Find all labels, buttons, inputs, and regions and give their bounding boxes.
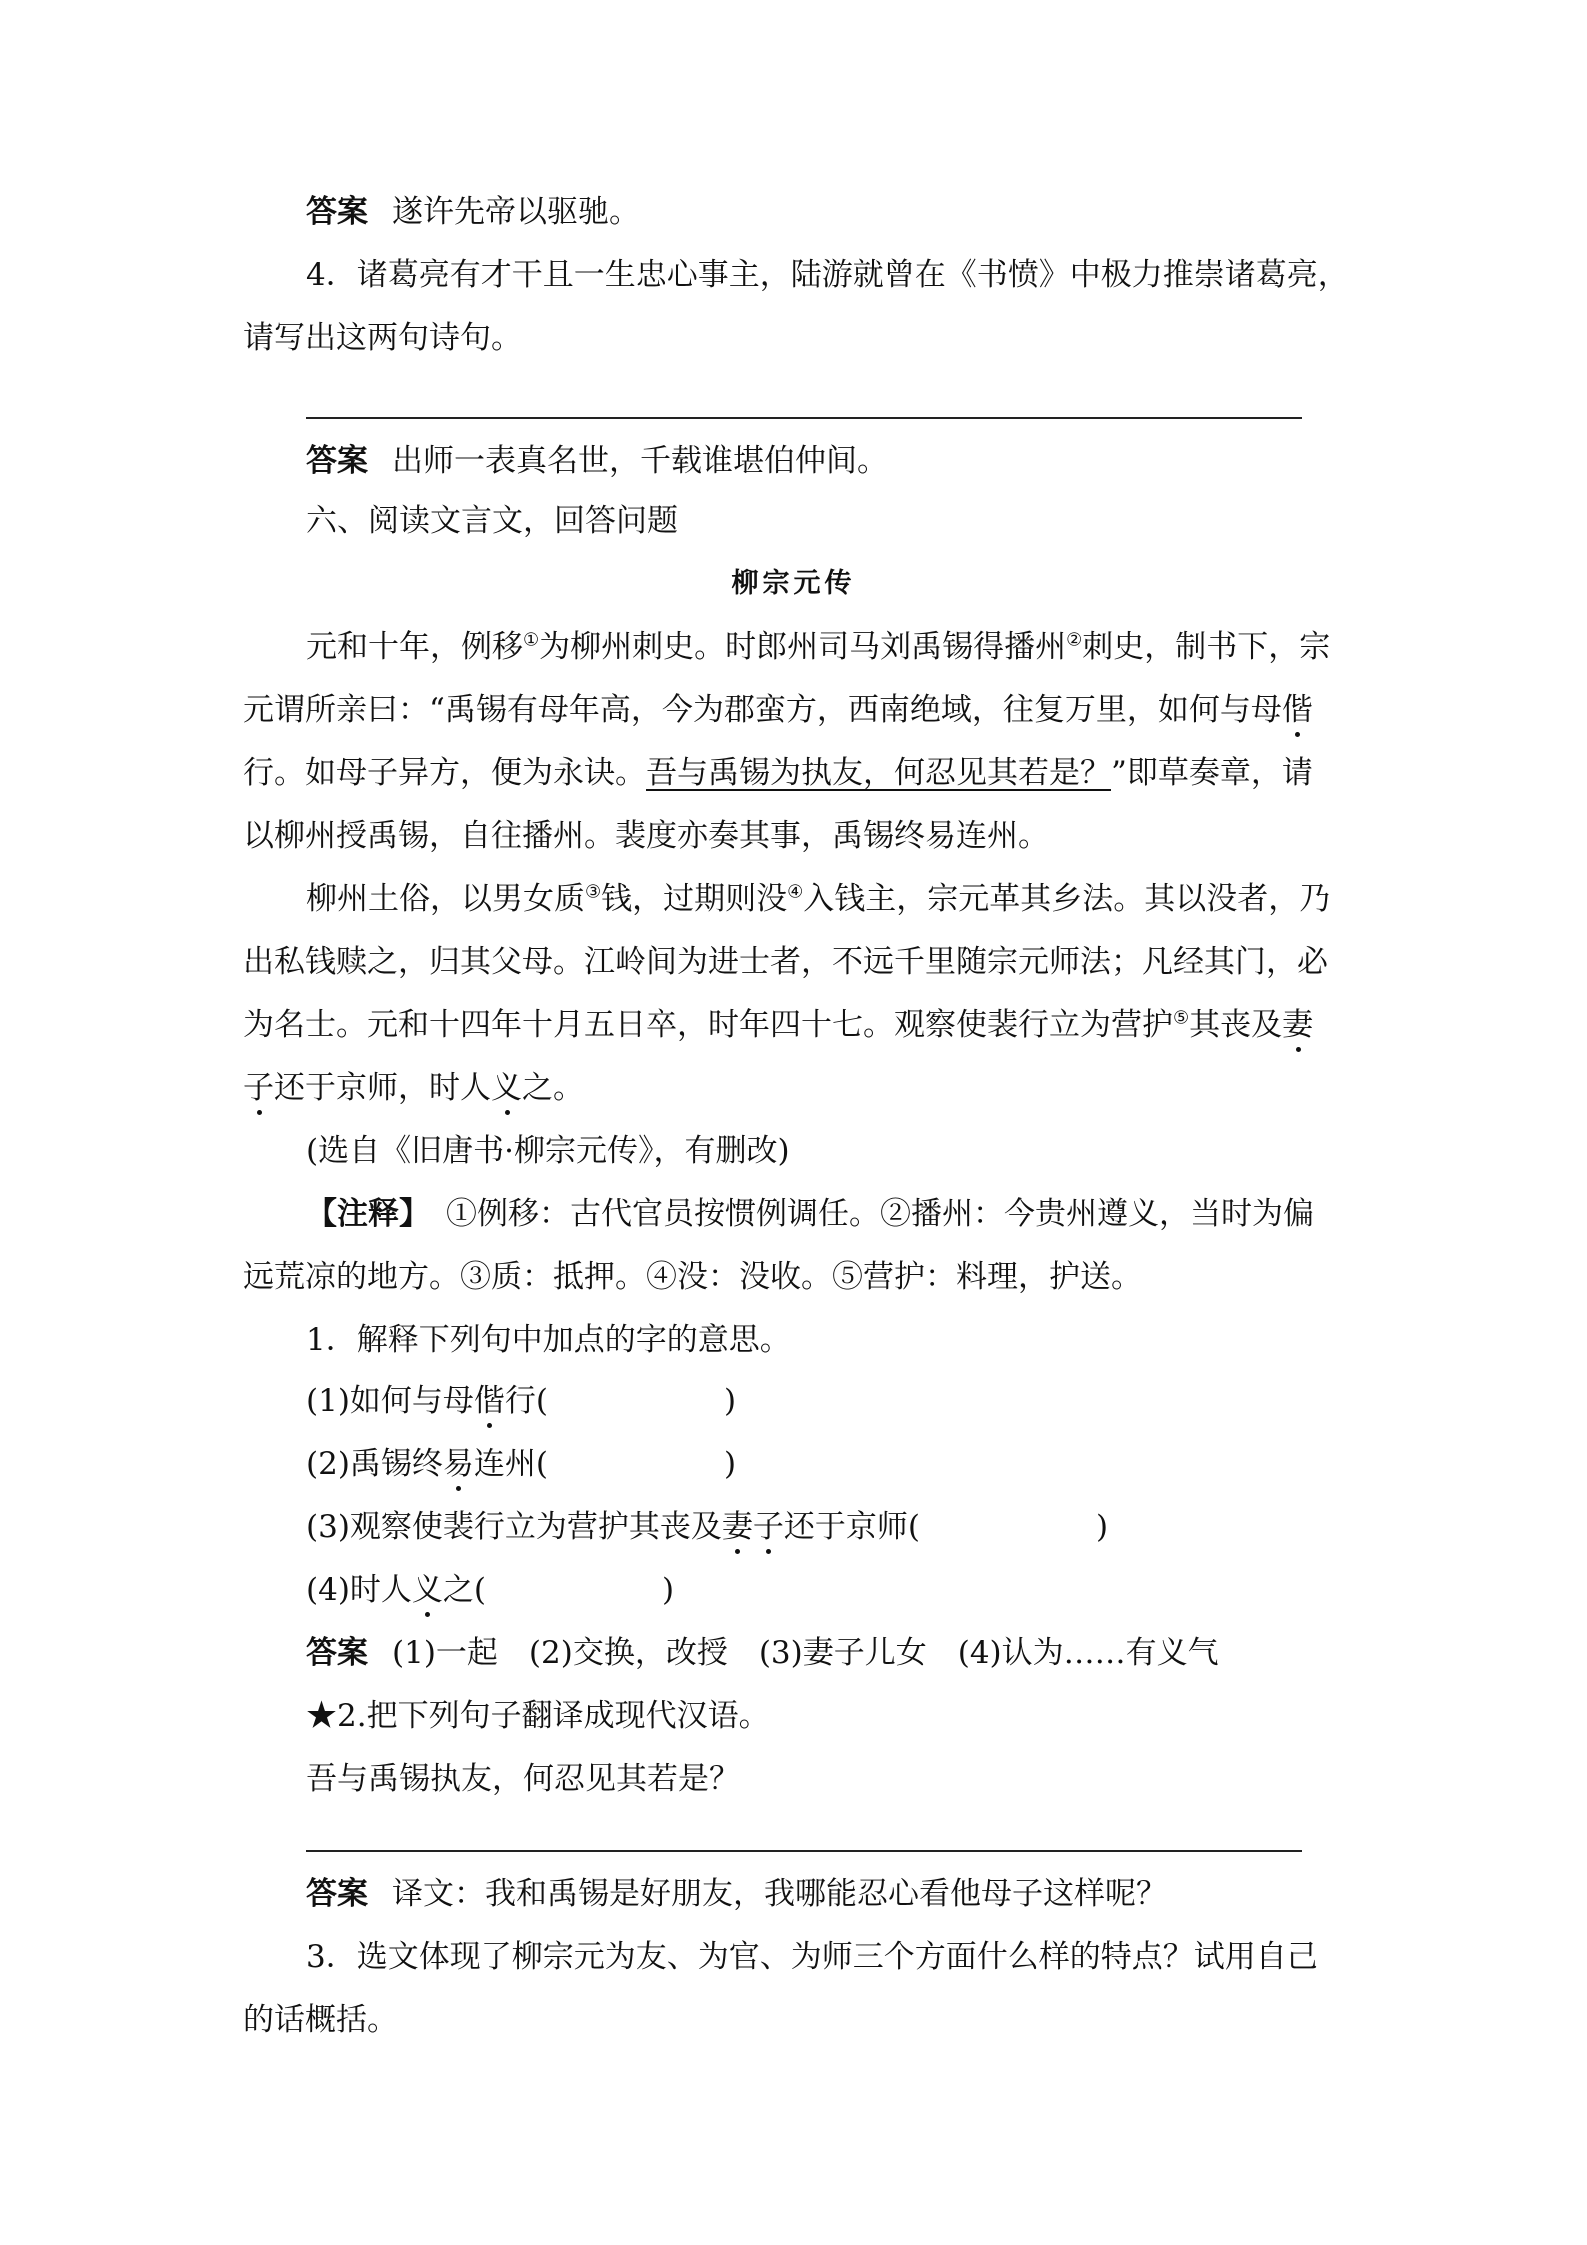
question-2-sentence: 吾与禹锡执友，何忍见其若是？ — [306, 1761, 740, 1797]
text: 行( — [504, 1383, 549, 1419]
note-ref: ③ — [585, 881, 602, 903]
text: 连州( — [473, 1446, 549, 1482]
answer-text: 出师一表真名世，千载谁堪伯仲间。 — [392, 443, 888, 479]
passage-p1-line-2 — [243, 690, 1358, 730]
question-1-item-1 — [306, 1381, 1358, 1421]
text: 为名士。元和十四年十月五日卒，时年四十七。观察使裴行立为营护 — [243, 1007, 1173, 1043]
text: ) — [724, 1383, 737, 1419]
question-1-item-3 — [306, 1507, 1358, 1547]
answer-label: 答案 — [306, 443, 368, 479]
answer-2 — [306, 1874, 1358, 1914]
note-ref: ① — [523, 629, 540, 651]
question-1-stem: 1．解释下列句中加点的字的意思。 — [306, 1322, 791, 1358]
answer-blank-line — [306, 1850, 1302, 1852]
text: ) — [1096, 1509, 1109, 1545]
question-2-stem: ★2.把下列句子翻译成现代汉语。 — [306, 1698, 770, 1734]
answer-text: 遂许先帝以驱驰。 — [392, 194, 640, 230]
answer-text: (1)一起 (2)交换，改授 (3)妻子儿女 (4)认为……有义气 — [392, 1635, 1219, 1671]
dotted-char: 偕 — [473, 1383, 505, 1419]
dotted-char: 义 — [491, 1070, 522, 1106]
text: 元和十年，例移 — [306, 629, 523, 665]
text: (3)观察使裴行立为营护其丧及 — [306, 1509, 722, 1545]
notes-line-2: 远荒凉的地方。③质：抵押。④没：没收。⑤营护：料理，护送。 — [243, 1259, 1142, 1295]
note-ref: ⑤ — [1173, 1007, 1190, 1029]
passage-p2-line-2: 出私钱赎之，归其父母。江岭间为进士者，不远千里随宗元师法；凡经其门，必 — [243, 944, 1328, 980]
passage-p1-line-4: 以柳州授禹锡，自往播州。裴度亦奏其事，禹锡终易连州。 — [243, 818, 1049, 854]
text: 元谓所亲曰：“禹锡有母年高，今为郡蛮方，西南绝域，往复万里，如何与母 — [243, 692, 1282, 728]
dotted-char: 妻 — [1282, 1007, 1314, 1043]
question-3-line-1: 3．选文体现了柳宗元为友、为官、为师三个方面什么样的特点？试用自己 — [306, 1939, 1318, 1975]
text: (1)如何与母 — [306, 1383, 474, 1419]
question-4-line-2: 请写出这两句诗句。 — [243, 320, 522, 356]
answer-label: 答案 — [306, 1635, 368, 1671]
note-ref: ④ — [787, 881, 804, 903]
source-citation: (选自《旧唐书·柳宗元传》，有删改) — [306, 1133, 790, 1169]
passage-p2-line-1 — [306, 879, 1358, 919]
passage-p2-line-4 — [243, 1068, 1358, 1108]
note-ref: ② — [1066, 629, 1083, 651]
text: 为柳州刺史。时郎州司马刘禹锡得播州 — [539, 629, 1067, 665]
question-1-item-2 — [306, 1444, 1358, 1484]
text: 还于京师( — [783, 1509, 921, 1545]
text: ) — [662, 1572, 675, 1608]
text: 刺史，制书下，宗 — [1082, 629, 1331, 665]
dotted-char: 妻 — [721, 1509, 753, 1545]
answer-3 — [306, 192, 1358, 232]
dotted-char: 偕 — [1281, 692, 1313, 728]
answer-label: 答案 — [306, 194, 368, 230]
dotted-char: 义 — [411, 1572, 443, 1608]
text: ①例移：古代官员按惯例调任。②播州：今贵州遵义，当时为偏 — [446, 1196, 1314, 1232]
answer-label: 答案 — [306, 1876, 368, 1912]
text: 还于京师，时人 — [274, 1070, 491, 1106]
question-3-line-2: 的话概括。 — [243, 2002, 398, 2038]
answer-blank-line — [306, 417, 1302, 419]
passage-title: 柳宗元传 — [731, 568, 856, 599]
passage-p2-line-3 — [243, 1005, 1358, 1045]
dotted-char: 子 — [243, 1070, 274, 1106]
text: (2)禹锡终 — [306, 1446, 443, 1482]
text: 之。 — [522, 1070, 584, 1106]
underlined-sentence: 吾与禹锡为执友，何忍见其若是？ — [646, 755, 1111, 791]
passage-p1-line-1 — [306, 627, 1358, 667]
text: 行。如母子异方，便为永诀。 — [243, 755, 646, 791]
answer-1 — [306, 1633, 1358, 1673]
question-4-line-1: 4．诸葛亮有才干且一生忠心事主，陆游就曾在《书愤》中极力推崇诸葛亮， — [306, 257, 1349, 293]
passage-p1-line-3 — [243, 753, 1358, 793]
text: 入钱主，宗元革其乡法。其以没者，乃 — [803, 881, 1331, 917]
text: ) — [724, 1446, 737, 1482]
notes-line-1 — [306, 1194, 1358, 1234]
text: 其丧及 — [1189, 1007, 1283, 1043]
section-heading: 六、阅读文言文，回答问题 — [306, 503, 678, 539]
text: ”即草奏章，请 — [1111, 755, 1313, 791]
dotted-char: 易 — [442, 1446, 474, 1482]
text: 钱，过期则没 — [601, 881, 788, 917]
answer-4 — [306, 441, 1358, 481]
dotted-char: 子 — [752, 1509, 784, 1545]
text: 之( — [442, 1572, 487, 1608]
question-1-item-4 — [306, 1570, 1358, 1610]
answer-text: 译文：我和禹锡是好朋友，我哪能忍心看他母子这样呢？ — [392, 1876, 1167, 1912]
text: (4)时人 — [306, 1572, 412, 1608]
notes-label: 【注释】 — [306, 1196, 430, 1232]
text: 柳州土俗，以男女质 — [306, 881, 585, 917]
